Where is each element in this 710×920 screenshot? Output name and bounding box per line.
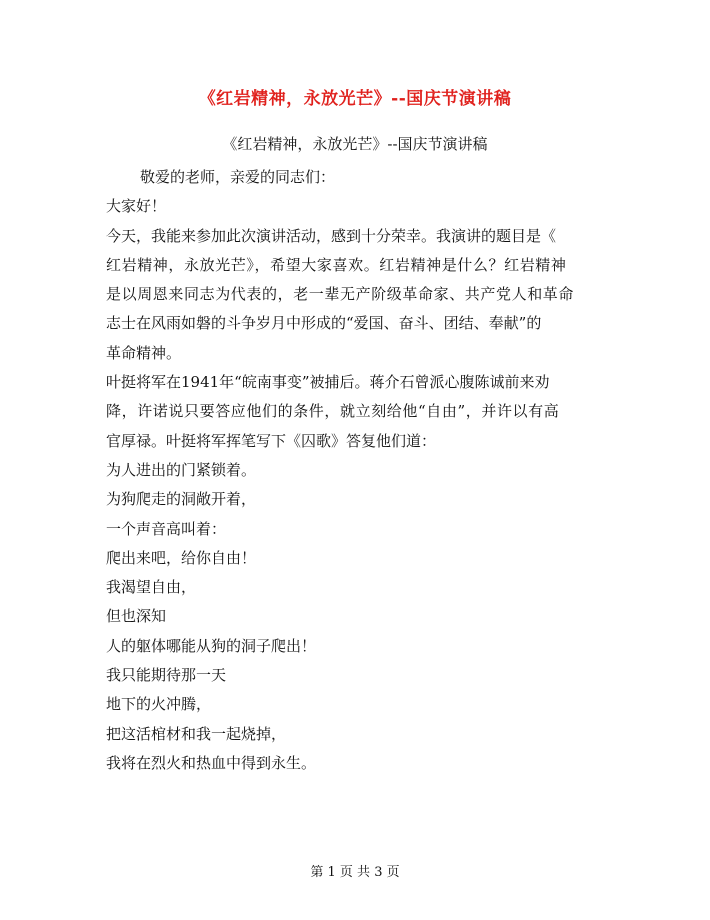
page-footer: 第 1 页 共 3 页 (310, 865, 400, 880)
poem-line: 爬出来吧，给你自由！ (106, 548, 257, 567)
poem-line: 把这活棺材和我一起烧掉， (106, 724, 287, 743)
poem-line: 为人进出的门紧锁着。 (106, 460, 257, 479)
poem-line: 我渴望自由， (106, 578, 197, 597)
poem-line: 人的躯体哪能从狗的洞子爬出！ (106, 636, 317, 655)
paragraph-line: 官厚禄。叶挺将军挥笔写下《囚歌》答复他们道： (106, 431, 437, 450)
paragraph-line: 红岩精神，永放光芒》，希望大家喜欢。红岩精神是什么？红岩精神 (106, 255, 567, 274)
poem-line: 但也深知 (106, 607, 167, 626)
poem-line: 为狗爬走的洞敞开着， (106, 490, 257, 509)
poem-line: 我将在烈火和热血中得到永生。 (106, 753, 317, 772)
salutation: 敬爱的老师，亲爱的同志们： (140, 168, 336, 186)
greeting: 大家好！ (106, 197, 167, 216)
poem-line: 我只能期待那一天 (106, 666, 227, 685)
poem-line: 一个声音高叫着： (106, 519, 227, 538)
page-title: 《红岩精神，永放光芒》--国庆节演讲稿 (198, 89, 512, 109)
paragraph-line: 志士在风雨如磐的斗争岁月中形成的“爱国、奋斗、团结、奉献”的 (106, 314, 542, 333)
body-text (106, 163, 598, 778)
paragraph-line: 今天，我能来参加此次演讲活动，感到十分荣幸。我演讲的题目是《 (106, 226, 557, 245)
poem-line: 地下的火冲腾， (106, 695, 212, 714)
paragraph-line: 降，许诺说只要答应他们的条件，就立刻给他“自由”，并许以有高 (106, 402, 560, 421)
paragraph-line: 叶挺将军在1941年“皖南事变”被捕后。蒋介石曾派心腹陈诚前来劝 (106, 373, 550, 392)
paragraph-line: 是以周恩来同志为代表的，老一辈无产阶级革命家、共产党人和革命 (106, 285, 575, 304)
document-subtitle: 《红岩精神，永放光芒》--国庆节演讲稿 (222, 135, 488, 153)
paragraph-line: 革命精神。 (106, 343, 182, 362)
